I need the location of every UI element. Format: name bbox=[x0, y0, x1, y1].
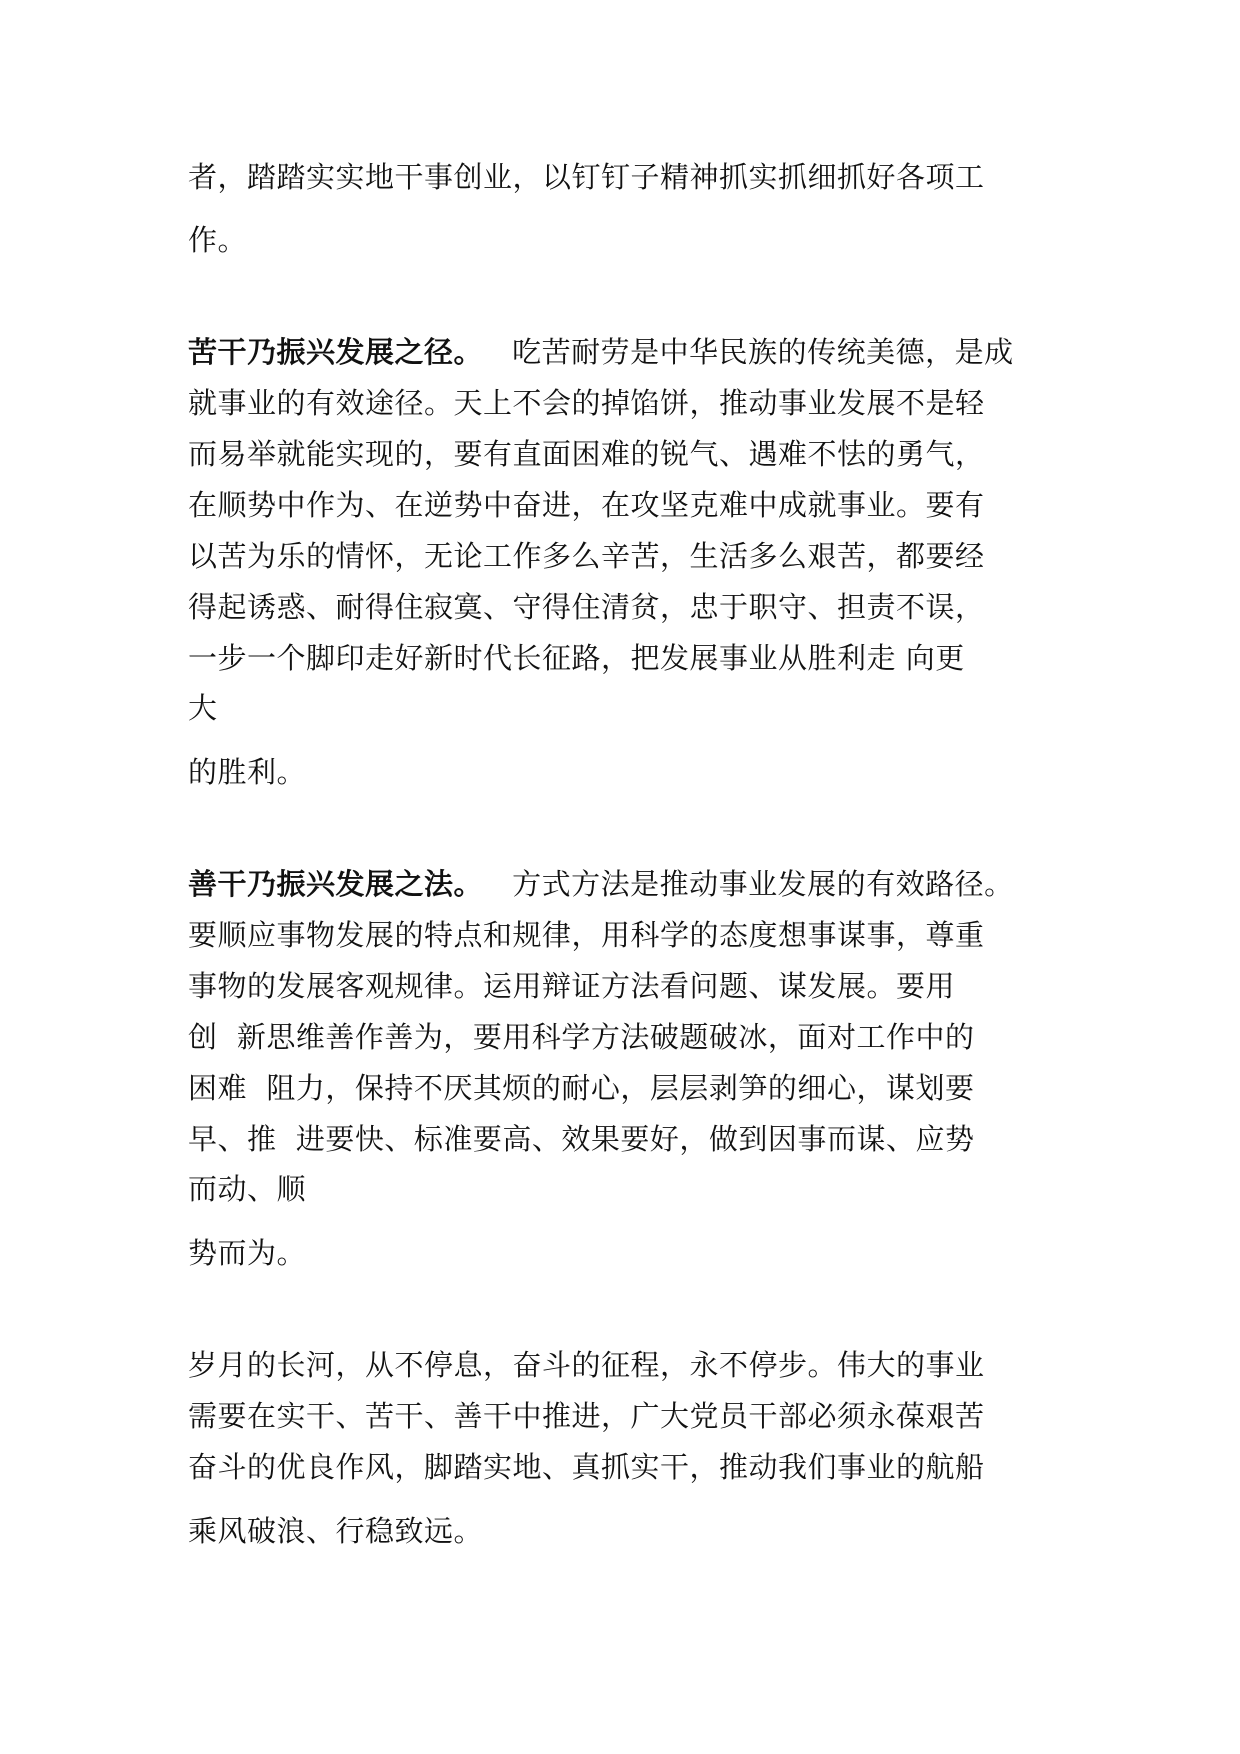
paragraph-heading: 苦干乃振兴发展之径。 bbox=[188, 335, 484, 369]
paragraph-line: 要顺应事物发展的特点和规律，用科学的态度想事谋事，尊重 bbox=[188, 918, 985, 952]
paragraph-line: 的胜利。 bbox=[188, 755, 307, 789]
paragraph-line: 而动、顺 bbox=[188, 1172, 307, 1206]
conclusion-line: 需要在实干、苦干、善干中推进，广大党员干部必须永葆艰苦 bbox=[188, 1399, 985, 1433]
paragraph-line: 困难 阻力，保持不厌其烦的耐心，层层剥笋的细心，谋划要 bbox=[188, 1071, 975, 1105]
paragraph-text: 方式方法是推动事业发展的有效路径。 bbox=[512, 867, 1014, 901]
conclusion-line: 奋斗的优良作风，脚踏实地、真抓实干，推动我们事业的航船 bbox=[188, 1450, 985, 1484]
paragraph-line: 一步一个脚印走好新时代长征路，把发展事业从胜利走 向更 bbox=[188, 641, 965, 675]
intro-line: 者，踏踏实实地干事创业，以钉钉子精神抓实抓细抓好各项工 bbox=[188, 160, 985, 194]
conclusion-line: 乘风破浪、行稳致远。 bbox=[188, 1514, 484, 1548]
paragraph-line: 而易举就能实现的，要有直面困难的锐气、遇难不怯的勇气， bbox=[188, 437, 985, 471]
paragraph-line: 早、推 进要快、标准要高、效果要好，做到因事而谋、应势 bbox=[188, 1122, 975, 1156]
paragraph-heading: 善干乃振兴发展之法。 bbox=[188, 867, 484, 901]
paragraph-line: 事物的发展客观规律。运用辩证方法看问题、谋发展。要用 bbox=[188, 969, 956, 1003]
conclusion-line: 岁月的长河，从不停息，奋斗的征程，永不停步。伟大的事业 bbox=[188, 1348, 985, 1382]
paragraph-first-line bbox=[188, 864, 1014, 904]
paragraph-line: 大 bbox=[188, 691, 218, 725]
paragraph-first-line bbox=[188, 332, 1014, 372]
paragraph-line: 就事业的有效途径。天上不会的掉馅饼，推动事业发展不是轻 bbox=[188, 386, 985, 420]
paragraph-line: 在顺势中作为、在逆势中奋进，在攻坚克难中成就事业。要有 bbox=[188, 488, 985, 522]
paragraph-line: 得起诱惑、耐得住寂寞、守得住清贫，忠于职守、担责不误， bbox=[188, 590, 985, 624]
intro-line: 作。 bbox=[188, 223, 248, 257]
paragraph-line: 以苦为乐的情怀，无论工作多么辛苦，生活多么艰苦，都要经 bbox=[188, 539, 985, 573]
paragraph-line: 创 新思维善作善为，要用科学方法破题破冰，面对工作中的 bbox=[188, 1020, 975, 1054]
paragraph-text: 吃苦耐劳是中华民族的传统美德，是成 bbox=[512, 335, 1014, 369]
paragraph-line: 势而为。 bbox=[188, 1236, 307, 1270]
